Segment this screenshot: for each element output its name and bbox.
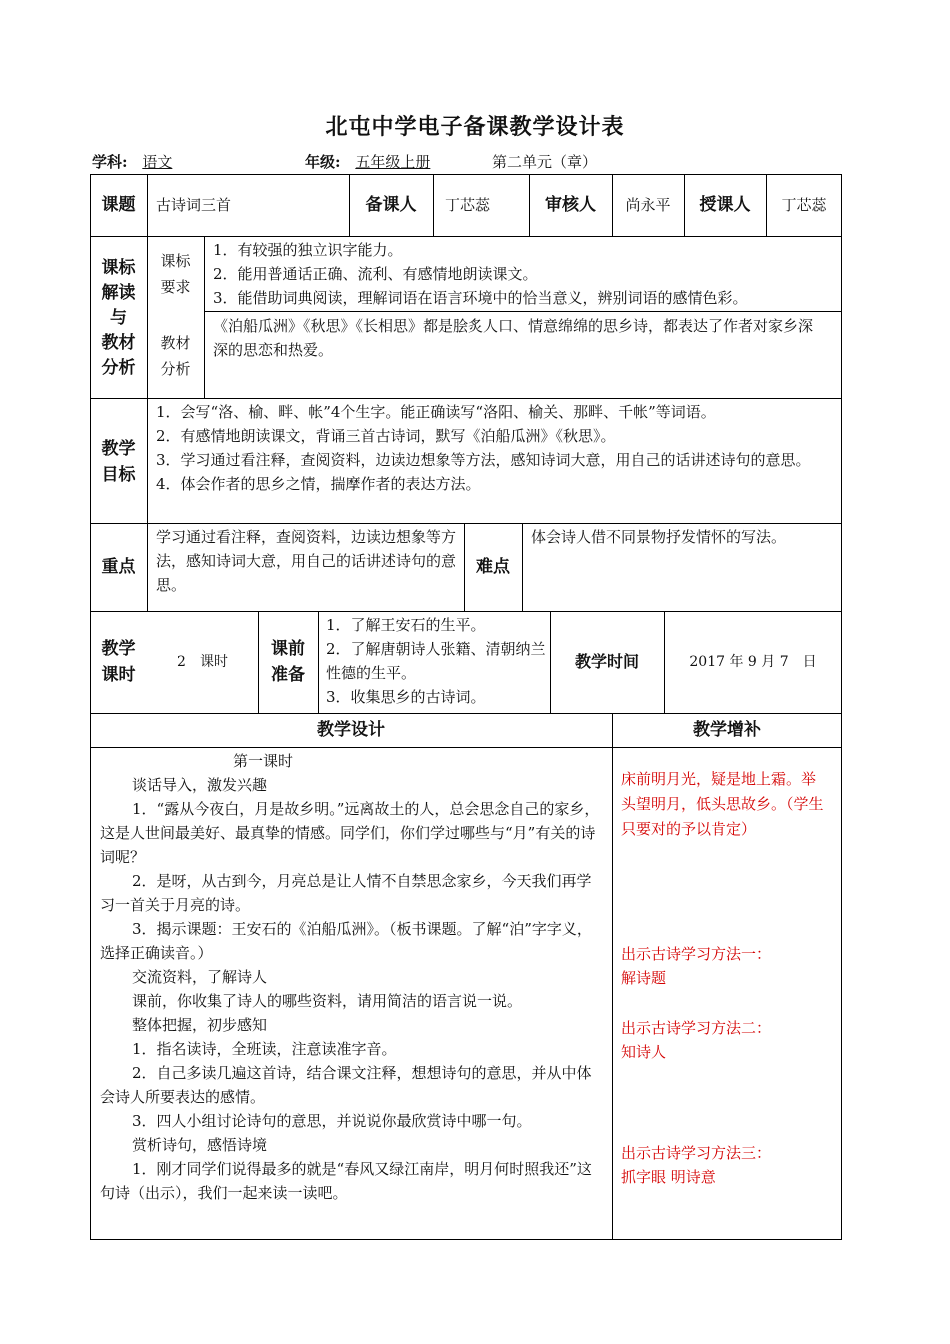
design-paragraph: 谈话导入，激发兴趣 bbox=[132, 776, 268, 794]
design-paragraph: 课前，你收集了诗人的哪些资料，请用简洁的语言说一说。 bbox=[132, 992, 523, 1010]
design-paragraph: 1．刚才同学们说得最多的就是“春风又绿江南岸，明月何时照我还”这句诗（出示），我们一起来读一读吧。 bbox=[100, 1160, 592, 1202]
design-header: 教学设计 bbox=[317, 720, 385, 740]
preparer-label: 备课人 bbox=[365, 195, 417, 215]
lesson-title: 第一课时 bbox=[233, 752, 294, 770]
goal-item: 4．体会作者的思乡之情，揣摩作者的表达方法。 bbox=[156, 475, 481, 493]
grade-value: 五年级上册 bbox=[355, 153, 431, 171]
subject-value: 语文 bbox=[142, 153, 173, 171]
req-item: 3．能借助词典阅读，理解词语在语言环境中的恰当意义，辨别词语的感情色彩。 bbox=[213, 289, 748, 307]
topic-value: 古诗词三首 bbox=[156, 196, 232, 214]
unit-value: 第二单元（章） bbox=[492, 153, 598, 171]
design-paragraph: 2．是呀，从古到今，月亮总是让人情不自禁思念家乡，今天我们再学习一首关于月亮的诗。 bbox=[100, 872, 592, 914]
design-paragraph: 3．揭示课题：王安石的《泊船瓜洲》。（板书课题。了解“泊”字字义，选择正确读音。） bbox=[100, 920, 592, 962]
design-paragraph: 3．四人小组讨论诗句的意思，并说说你最欣赏诗中哪一句。 bbox=[132, 1112, 532, 1130]
goal-item: 2．有感情地朗读课文，背诵三首古诗词，默写《泊船瓜洲》《秋思》。 bbox=[156, 427, 616, 445]
design-paragraph: 1．“露从今夜白，月是故乡明。”远离故土的人，总会思念自己的家乡，这是人世间最美好、最真挚的情感。同学们，你们学过哪些与“月”有关的诗词呢？ bbox=[100, 800, 600, 866]
goal-item: 3．学习通过看注释，查阅资料，边读边想象等方法，感知诗词大意，用自己的话讲述诗句的意思。 bbox=[156, 451, 811, 469]
material-label: 教材 分析 bbox=[160, 334, 191, 378]
prep-item: 2．了解唐朝诗人张籍、清朝纳兰性德的生平。 bbox=[326, 640, 546, 682]
hours-value: 2 课时 bbox=[177, 654, 228, 670]
design-paragraph: 2．自己多读几遍这首诗，结合课文注释，想想诗句的意思，并从中体会诗人所要表达的感情。 bbox=[100, 1064, 592, 1106]
req-item: 1．有较强的独立识字能力。 bbox=[213, 241, 403, 259]
hard-label: 难点 bbox=[476, 557, 510, 577]
note-poem: 床前明月光，疑是地上霜。举头望明月，低头思故乡。（学生只要对的予以肯定） bbox=[621, 770, 824, 838]
design-paragraph: 1．指名读诗，全班读，注意读准字音。 bbox=[132, 1040, 397, 1058]
goals-list bbox=[156, 400, 832, 496]
design-paragraph: 整体把握，初步感知 bbox=[132, 1016, 268, 1034]
key-text: 学习通过看注释，查阅资料，边读边想象等方法，感知诗词大意，用自己的话讲述诗句的意思。 bbox=[156, 528, 457, 594]
key-label: 重点 bbox=[101, 557, 136, 577]
goals-label: 教学 目标 bbox=[101, 439, 136, 485]
preparer-value: 丁芯蕊 bbox=[445, 196, 491, 214]
supplement-header: 教学增补 bbox=[693, 720, 761, 740]
design-paragraph: 赏析诗句，感悟诗境 bbox=[132, 1136, 268, 1154]
grade-label: 年级: bbox=[305, 153, 341, 171]
prep-label: 课前 准备 bbox=[271, 639, 305, 685]
time-label: 教学时间 bbox=[574, 652, 639, 671]
hard-text: 体会诗人借不同景物抒发情怀的写法。 bbox=[531, 528, 787, 546]
page-title: 北屯中学电子备课教学设计表 bbox=[325, 114, 625, 140]
prep-item: 1．了解王安石的生平。 bbox=[326, 616, 486, 634]
goal-item: 1．会写“洛、榆、畔、帐”4个生字。能正确读写“洛阳、榆关、那畔、千帐”等词语。 bbox=[156, 403, 716, 421]
time-value: 2017 年 9 月 7 日 bbox=[689, 654, 817, 670]
subject-label: 学科: bbox=[92, 153, 128, 171]
prep-list bbox=[326, 613, 546, 709]
meta-line bbox=[92, 151, 172, 172]
note-method-2: 出示古诗学习方法二： 知诗人 bbox=[621, 1019, 772, 1061]
reviewer-label: 审核人 bbox=[545, 195, 596, 215]
design-paragraph: 交流资料，了解诗人 bbox=[132, 968, 268, 986]
curriculum-section-label: 课标 解读 与 教材 分析 bbox=[101, 258, 136, 378]
reviewer-value: 尚永平 bbox=[625, 196, 671, 214]
prep-item: 3．收集思乡的古诗词。 bbox=[326, 688, 486, 706]
note-method-1: 出示古诗学习方法一： 解诗题 bbox=[621, 945, 772, 987]
req-label: 课标 要求 bbox=[160, 252, 191, 296]
note-method-3: 出示古诗学习方法三： 抓字眼 明诗意 bbox=[621, 1144, 772, 1186]
design-body bbox=[100, 773, 606, 1205]
req-list bbox=[213, 238, 835, 310]
teacher-value: 丁芯蕊 bbox=[781, 196, 827, 214]
hours-label: 教学 课时 bbox=[101, 639, 136, 685]
req-item: 2．能用普通话正确、流利、有感情地朗读课文。 bbox=[213, 265, 538, 283]
teacher-label: 授课人 bbox=[699, 195, 751, 215]
topic-label: 课题 bbox=[101, 195, 136, 215]
grade-block bbox=[305, 151, 430, 172]
material-text: 《泊船瓜洲》《秋思》《长相思》都是脍炙人口、情意绵绵的思乡诗，都表达了作者对家乡深深的思恋和热爱。 bbox=[213, 317, 814, 359]
